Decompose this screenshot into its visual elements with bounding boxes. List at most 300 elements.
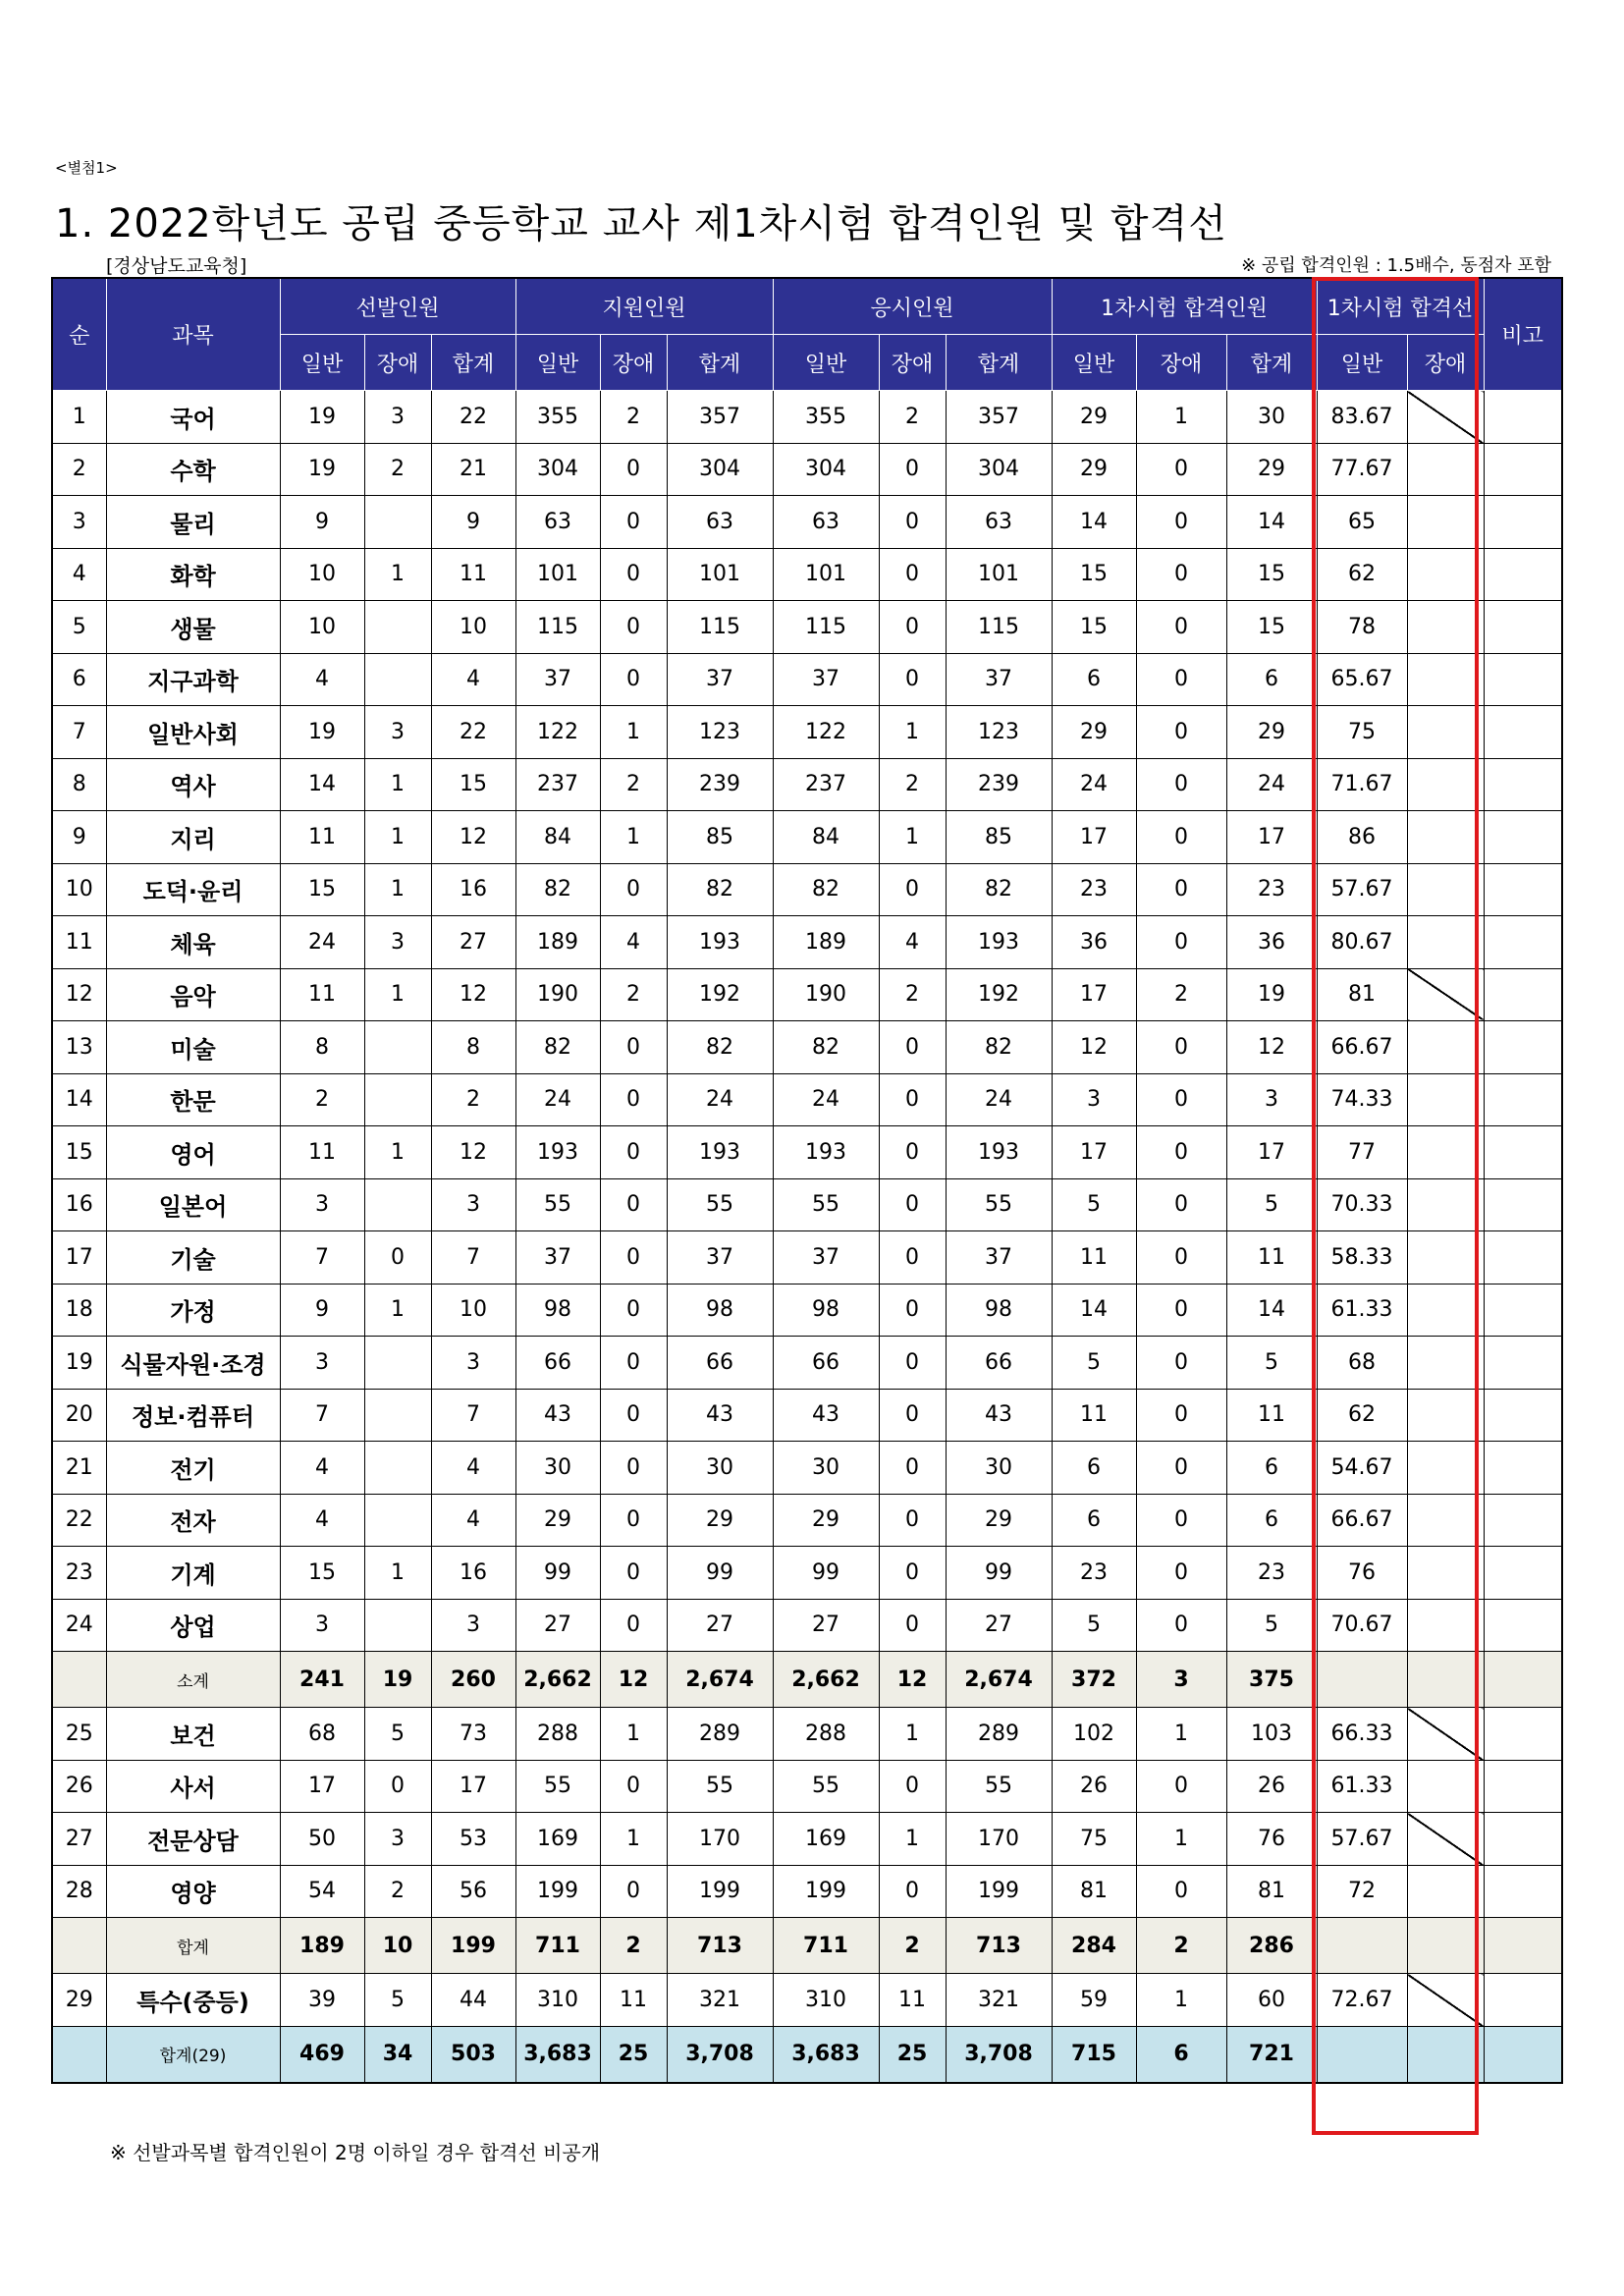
- app-cell: 0: [600, 863, 667, 916]
- app-cell: 101: [667, 548, 773, 601]
- subject-cell: 기계: [106, 1547, 280, 1600]
- exam-cell: 85: [946, 811, 1052, 864]
- app-cell: 63: [667, 496, 773, 549]
- exam-cell: 82: [946, 1021, 1052, 1074]
- cutoff-general-cell: 76: [1317, 1547, 1407, 1600]
- subject-cell: 식물자원·조경: [106, 1337, 280, 1390]
- exam-cell: 189: [773, 916, 879, 969]
- exam-cell: 66: [773, 1337, 879, 1390]
- app-cell: 0: [600, 1760, 667, 1813]
- cutoff-disabled-cell: [1407, 1231, 1484, 1285]
- exam-cell: 0: [879, 1865, 946, 1918]
- table-row: [52, 391, 1562, 444]
- table-row: [52, 968, 1562, 1021]
- app-cell: 29: [515, 1494, 600, 1547]
- pass-cell: 11: [1226, 1389, 1317, 1442]
- sel-cell: 1: [364, 1547, 431, 1600]
- cutoff-general-cell: 57.67: [1317, 863, 1407, 916]
- sel-cell: [364, 1599, 431, 1652]
- pass-cell: 0: [1136, 601, 1226, 654]
- sel-cell: 12: [431, 1126, 515, 1179]
- cutoff-disabled-cell: [1407, 653, 1484, 706]
- pass-cell: 11: [1052, 1389, 1136, 1442]
- exam-cell: 30: [773, 1442, 879, 1495]
- exam-cell: 84: [773, 811, 879, 864]
- app-cell: 304: [515, 443, 600, 496]
- exam-cell: 2: [879, 758, 946, 811]
- cutoff-disabled-cell: [1407, 391, 1484, 444]
- pass-cell: 0: [1136, 1231, 1226, 1285]
- table-row: [52, 863, 1562, 916]
- sel-cell: 3: [364, 916, 431, 969]
- cutoff-general-cell: 68: [1317, 1337, 1407, 1390]
- pass-cell: 12: [1226, 1021, 1317, 1074]
- remarks-cell: [1484, 1494, 1562, 1547]
- remarks-cell: [1484, 811, 1562, 864]
- table-row: [52, 496, 1562, 549]
- footnote: ※ 선발과목별 합격인원이 2명 이하일 경우 합격선 비공개: [110, 2141, 601, 2164]
- app-cell: 2: [600, 1918, 667, 1974]
- app-cell: 115: [667, 601, 773, 654]
- row-number-cell: 23: [52, 1547, 106, 1600]
- header-cutoff: 1차시험 합격선: [1317, 278, 1484, 335]
- pass-cell: 76: [1226, 1813, 1317, 1866]
- remarks-cell: [1484, 1547, 1562, 1600]
- pass-cell: 6: [1226, 653, 1317, 706]
- app-cell: 170: [667, 1813, 773, 1866]
- app-cell: 82: [515, 863, 600, 916]
- sel-cell: 11: [280, 968, 364, 1021]
- exam-cell: 27: [946, 1599, 1052, 1652]
- cutoff-general-cell: 54.67: [1317, 1442, 1407, 1495]
- exam-cell: 310: [773, 1974, 879, 2027]
- pass-cell: 23: [1226, 1547, 1317, 1600]
- table-row: [52, 1442, 1562, 1495]
- sel-cell: 199: [431, 1918, 515, 1974]
- exam-cell: 713: [946, 1918, 1052, 1974]
- app-cell: 192: [667, 968, 773, 1021]
- cutoff-disabled-cell: [1407, 443, 1484, 496]
- app-cell: 357: [667, 391, 773, 444]
- exam-cell: 24: [773, 1073, 879, 1126]
- exam-cell: 304: [946, 443, 1052, 496]
- table-row: [52, 1231, 1562, 1285]
- exam-cell: 239: [946, 758, 1052, 811]
- cutoff-general-cell: [1317, 2026, 1407, 2083]
- app-cell: 98: [667, 1284, 773, 1337]
- remarks-cell: [1484, 1021, 1562, 1074]
- subject-cell: 국어: [106, 391, 280, 444]
- app-cell: 63: [515, 496, 600, 549]
- table-row: [52, 1389, 1562, 1442]
- sel-cell: 16: [431, 863, 515, 916]
- row-number-cell: 9: [52, 811, 106, 864]
- remarks-cell: [1484, 1918, 1562, 1974]
- sel-cell: 73: [431, 1708, 515, 1761]
- exam-cell: 37: [946, 653, 1052, 706]
- subheader-disabled: 장애: [879, 335, 946, 391]
- row-number-cell: 5: [52, 601, 106, 654]
- remarks-cell: [1484, 1231, 1562, 1285]
- app-cell: 3,708: [667, 2026, 773, 2083]
- app-cell: 55: [667, 1178, 773, 1231]
- subject-cell: 영양: [106, 1865, 280, 1918]
- app-cell: 304: [667, 443, 773, 496]
- exam-cell: 27: [773, 1599, 879, 1652]
- table-row: [52, 653, 1562, 706]
- app-cell: 99: [515, 1547, 600, 1600]
- pass-cell: 15: [1052, 548, 1136, 601]
- exam-cell: 357: [946, 391, 1052, 444]
- app-cell: 0: [600, 1337, 667, 1390]
- page-title: 1. 2022학년도 공립 중등학교 교사 제1차시험 합격인원 및 합격선: [55, 201, 1227, 246]
- exam-cell: 199: [773, 1865, 879, 1918]
- subject-cell: 생물: [106, 601, 280, 654]
- cutoff-disabled-cell: [1407, 863, 1484, 916]
- pass-cell: 5: [1052, 1337, 1136, 1390]
- remarks-cell: [1484, 496, 1562, 549]
- header-selection: 선발인원: [280, 278, 515, 335]
- row-number-cell: 21: [52, 1442, 106, 1495]
- sel-cell: 56: [431, 1865, 515, 1918]
- subheader-total: 합계: [431, 335, 515, 391]
- sel-cell: 34: [364, 2026, 431, 2083]
- sel-cell: 4: [280, 653, 364, 706]
- exam-cell: 30: [946, 1442, 1052, 1495]
- remarks-cell: [1484, 548, 1562, 601]
- pass-cell: 59: [1052, 1974, 1136, 2027]
- subject-cell: 지구과학: [106, 653, 280, 706]
- subheader-disabled: 장애: [600, 335, 667, 391]
- exam-cell: 0: [879, 1284, 946, 1337]
- exam-cell: 193: [946, 1126, 1052, 1179]
- pass-cell: 15: [1226, 548, 1317, 601]
- pass-cell: 14: [1052, 496, 1136, 549]
- sel-cell: 4: [280, 1442, 364, 1495]
- cutoff-general-cell: 70.67: [1317, 1599, 1407, 1652]
- exam-cell: 99: [946, 1547, 1052, 1600]
- pass-cell: 0: [1136, 1494, 1226, 1547]
- subheader-total: 합계: [1226, 335, 1317, 391]
- app-cell: 3,683: [515, 2026, 600, 2083]
- app-cell: 2: [600, 758, 667, 811]
- exam-cell: 192: [946, 968, 1052, 1021]
- app-cell: 123: [667, 706, 773, 759]
- pass-cell: 29: [1226, 706, 1317, 759]
- app-cell: 1: [600, 706, 667, 759]
- exam-cell: 3,708: [946, 2026, 1052, 2083]
- remarks-cell: [1484, 1337, 1562, 1390]
- table-row: [52, 1865, 1562, 1918]
- exam-cell: 0: [879, 601, 946, 654]
- annex-label: <별첨1>: [55, 159, 118, 177]
- pass-cell: 0: [1136, 811, 1226, 864]
- cutoff-general-cell: 83.67: [1317, 391, 1407, 444]
- sel-cell: [364, 601, 431, 654]
- sel-cell: 3: [280, 1178, 364, 1231]
- table-row: [52, 811, 1562, 864]
- remarks-cell: [1484, 1442, 1562, 1495]
- app-cell: 24: [667, 1073, 773, 1126]
- row-number-cell: 14: [52, 1073, 106, 1126]
- remarks-cell: [1484, 706, 1562, 759]
- app-cell: 99: [667, 1547, 773, 1600]
- cutoff-general-cell: 74.33: [1317, 1073, 1407, 1126]
- pass-cell: 75: [1052, 1813, 1136, 1866]
- app-cell: 2: [600, 391, 667, 444]
- sel-cell: [364, 1494, 431, 1547]
- exam-cell: 2,662: [773, 1652, 879, 1708]
- app-cell: 190: [515, 968, 600, 1021]
- app-cell: 199: [667, 1865, 773, 1918]
- pass-cell: 0: [1136, 863, 1226, 916]
- cutoff-disabled-cell: [1407, 496, 1484, 549]
- cutoff-disabled-cell: [1407, 968, 1484, 1021]
- app-cell: 27: [667, 1599, 773, 1652]
- exam-cell: 55: [946, 1760, 1052, 1813]
- app-cell: 0: [600, 1126, 667, 1179]
- pass-cell: 17: [1226, 811, 1317, 864]
- remarks-cell: [1484, 1599, 1562, 1652]
- remarks-cell: [1484, 758, 1562, 811]
- cutoff-general-cell: 61.33: [1317, 1284, 1407, 1337]
- sel-cell: 1: [364, 1284, 431, 1337]
- cutoff-disabled-cell: [1407, 1547, 1484, 1600]
- row-number-cell: [52, 1918, 106, 1974]
- pass-cell: 0: [1136, 1178, 1226, 1231]
- cutoff-disabled-cell: [1407, 1760, 1484, 1813]
- app-cell: 0: [600, 1547, 667, 1600]
- total-row: [52, 2026, 1562, 2083]
- cutoff-disabled-cell: [1407, 916, 1484, 969]
- sel-cell: 4: [431, 1494, 515, 1547]
- sel-cell: 10: [431, 1284, 515, 1337]
- app-cell: 169: [515, 1813, 600, 1866]
- pass-cell: 103: [1226, 1708, 1317, 1761]
- subheader-general: 일반: [1317, 335, 1407, 391]
- exam-cell: 123: [946, 706, 1052, 759]
- exam-cell: 82: [946, 863, 1052, 916]
- pass-cell: 721: [1226, 2026, 1317, 2083]
- exam-cell: 0: [879, 1337, 946, 1390]
- row-number-cell: 1: [52, 391, 106, 444]
- sel-cell: 8: [280, 1021, 364, 1074]
- pass-cell: 0: [1136, 1442, 1226, 1495]
- subheader-general: 일반: [1052, 335, 1136, 391]
- sel-cell: 12: [431, 811, 515, 864]
- app-cell: 12: [600, 1652, 667, 1708]
- exam-cell: 0: [879, 1547, 946, 1600]
- subheader-disabled: 장애: [1407, 335, 1484, 391]
- subheader-total: 합계: [946, 335, 1052, 391]
- cutoff-disabled-cell: [1407, 548, 1484, 601]
- subject-cell: 일반사회: [106, 706, 280, 759]
- exam-cell: 98: [773, 1284, 879, 1337]
- sel-cell: 7: [431, 1389, 515, 1442]
- cutoff-general-cell: 78: [1317, 601, 1407, 654]
- pass-cell: 14: [1226, 1284, 1317, 1337]
- subject-cell: 물리: [106, 496, 280, 549]
- exam-cell: 101: [946, 548, 1052, 601]
- app-cell: 29: [667, 1494, 773, 1547]
- subheader-general: 일반: [515, 335, 600, 391]
- row-number-cell: 3: [52, 496, 106, 549]
- pass-cell: 60: [1226, 1974, 1317, 2027]
- pass-cell: 26: [1226, 1760, 1317, 1813]
- exam-cell: 193: [773, 1126, 879, 1179]
- sel-cell: 19: [364, 1652, 431, 1708]
- remarks-cell: [1484, 1760, 1562, 1813]
- row-number-cell: 18: [52, 1284, 106, 1337]
- pass-cell: 29: [1052, 443, 1136, 496]
- exam-cell: 4: [879, 916, 946, 969]
- subject-cell: 합계: [106, 1918, 280, 1974]
- exam-cell: 2: [879, 1918, 946, 1974]
- pass-cell: 1: [1136, 391, 1226, 444]
- cutoff-disabled-cell: [1407, 1389, 1484, 1442]
- sel-cell: 1: [364, 1126, 431, 1179]
- sel-cell: 21: [431, 443, 515, 496]
- row-number-cell: 25: [52, 1708, 106, 1761]
- sel-cell: 54: [280, 1865, 364, 1918]
- pass-cell: 102: [1052, 1708, 1136, 1761]
- row-number-cell: 10: [52, 863, 106, 916]
- pass-cell: 286: [1226, 1918, 1317, 1974]
- row-number-cell: 13: [52, 1021, 106, 1074]
- cutoff-disabled-cell: [1407, 811, 1484, 864]
- pass-cell: 11: [1052, 1231, 1136, 1285]
- pass-cell: 23: [1226, 863, 1317, 916]
- app-cell: 2,662: [515, 1652, 600, 1708]
- exam-cell: 99: [773, 1547, 879, 1600]
- sel-cell: 50: [280, 1813, 364, 1866]
- app-cell: 30: [515, 1442, 600, 1495]
- sel-cell: 53: [431, 1813, 515, 1866]
- remarks-cell: [1484, 968, 1562, 1021]
- pass-cell: 81: [1226, 1865, 1317, 1918]
- exam-cell: 55: [773, 1178, 879, 1231]
- sel-cell: 4: [431, 1442, 515, 1495]
- pass-cell: 0: [1136, 758, 1226, 811]
- sel-cell: 2: [364, 443, 431, 496]
- remarks-cell: [1484, 1708, 1562, 1761]
- app-cell: 355: [515, 391, 600, 444]
- exam-cell: 1: [879, 811, 946, 864]
- exam-cell: 3,683: [773, 2026, 879, 2083]
- sel-cell: 9: [280, 1284, 364, 1337]
- app-cell: 0: [600, 1494, 667, 1547]
- sel-cell: 3: [280, 1599, 364, 1652]
- pass-cell: 3: [1052, 1073, 1136, 1126]
- pass-cell: 24: [1226, 758, 1317, 811]
- subject-cell: 미술: [106, 1021, 280, 1074]
- sel-cell: 7: [280, 1389, 364, 1442]
- exam-cell: 288: [773, 1708, 879, 1761]
- cutoff-general-cell: 62: [1317, 548, 1407, 601]
- subheader-general: 일반: [773, 335, 879, 391]
- subject-cell: 전기: [106, 1442, 280, 1495]
- app-cell: 82: [667, 863, 773, 916]
- exam-cell: 66: [946, 1337, 1052, 1390]
- sel-cell: 5: [364, 1708, 431, 1761]
- exam-cell: 55: [946, 1178, 1052, 1231]
- sel-cell: 3: [364, 1813, 431, 1866]
- sel-cell: 11: [431, 548, 515, 601]
- pass-cell: 14: [1052, 1284, 1136, 1337]
- exam-cell: 2: [879, 391, 946, 444]
- top-note: ※ 공립 합격인원 : 1.5배수, 동점자 포함: [1241, 255, 1551, 276]
- remarks-cell: [1484, 916, 1562, 969]
- cutoff-disabled-cell: [1407, 1974, 1484, 2027]
- pass-cell: 0: [1136, 1126, 1226, 1179]
- sel-cell: 19: [280, 706, 364, 759]
- subject-cell: 도덕·윤리: [106, 863, 280, 916]
- remarks-cell: [1484, 1974, 1562, 2027]
- table-row: [52, 1708, 1562, 1761]
- sel-cell: 22: [431, 706, 515, 759]
- exam-cell: 29: [946, 1494, 1052, 1547]
- row-number-cell: 8: [52, 758, 106, 811]
- table-row: [52, 758, 1562, 811]
- exam-cell: 2: [879, 968, 946, 1021]
- table-row: [52, 1760, 1562, 1813]
- app-cell: 711: [515, 1918, 600, 1974]
- exam-cell: 0: [879, 653, 946, 706]
- pass-cell: 0: [1136, 916, 1226, 969]
- exam-cell: 321: [946, 1974, 1052, 2027]
- exam-cell: 199: [946, 1865, 1052, 1918]
- pass-cell: 81: [1052, 1865, 1136, 1918]
- sel-cell: [364, 1178, 431, 1231]
- app-cell: 0: [600, 1073, 667, 1126]
- app-cell: 0: [600, 601, 667, 654]
- remarks-cell: [1484, 1284, 1562, 1337]
- exam-cell: 37: [946, 1231, 1052, 1285]
- exam-cell: 55: [773, 1760, 879, 1813]
- remarks-cell: [1484, 1178, 1562, 1231]
- exam-cell: 0: [879, 1073, 946, 1126]
- subtotal-row: [52, 1652, 1562, 1708]
- pass-cell: 1: [1136, 1974, 1226, 2027]
- table-row: [52, 1813, 1562, 1866]
- pass-cell: 5: [1052, 1599, 1136, 1652]
- pass-cell: 6: [1226, 1494, 1317, 1547]
- table-row: [52, 1126, 1562, 1179]
- exam-cell: 37: [773, 653, 879, 706]
- cutoff-general-cell: 58.33: [1317, 1231, 1407, 1285]
- exam-cell: 0: [879, 1760, 946, 1813]
- table-row: [52, 916, 1562, 969]
- pass-cell: 6: [1052, 653, 1136, 706]
- sel-cell: 10: [280, 548, 364, 601]
- pass-cell: 23: [1052, 1547, 1136, 1600]
- sel-cell: 3: [431, 1337, 515, 1390]
- cutoff-general-cell: 65.67: [1317, 653, 1407, 706]
- cutoff-general-cell: 72.67: [1317, 1974, 1407, 2027]
- pass-cell: 5: [1226, 1337, 1317, 1390]
- exam-cell: 1: [879, 1708, 946, 1761]
- table-row: [52, 548, 1562, 601]
- cutoff-general-cell: 66.67: [1317, 1494, 1407, 1547]
- row-number-cell: 24: [52, 1599, 106, 1652]
- sel-cell: 3: [364, 706, 431, 759]
- pass-cell: 0: [1136, 496, 1226, 549]
- app-cell: 289: [667, 1708, 773, 1761]
- sel-cell: 19: [280, 443, 364, 496]
- sel-cell: 17: [431, 1760, 515, 1813]
- cutoff-general-cell: 71.67: [1317, 758, 1407, 811]
- app-cell: 0: [600, 1599, 667, 1652]
